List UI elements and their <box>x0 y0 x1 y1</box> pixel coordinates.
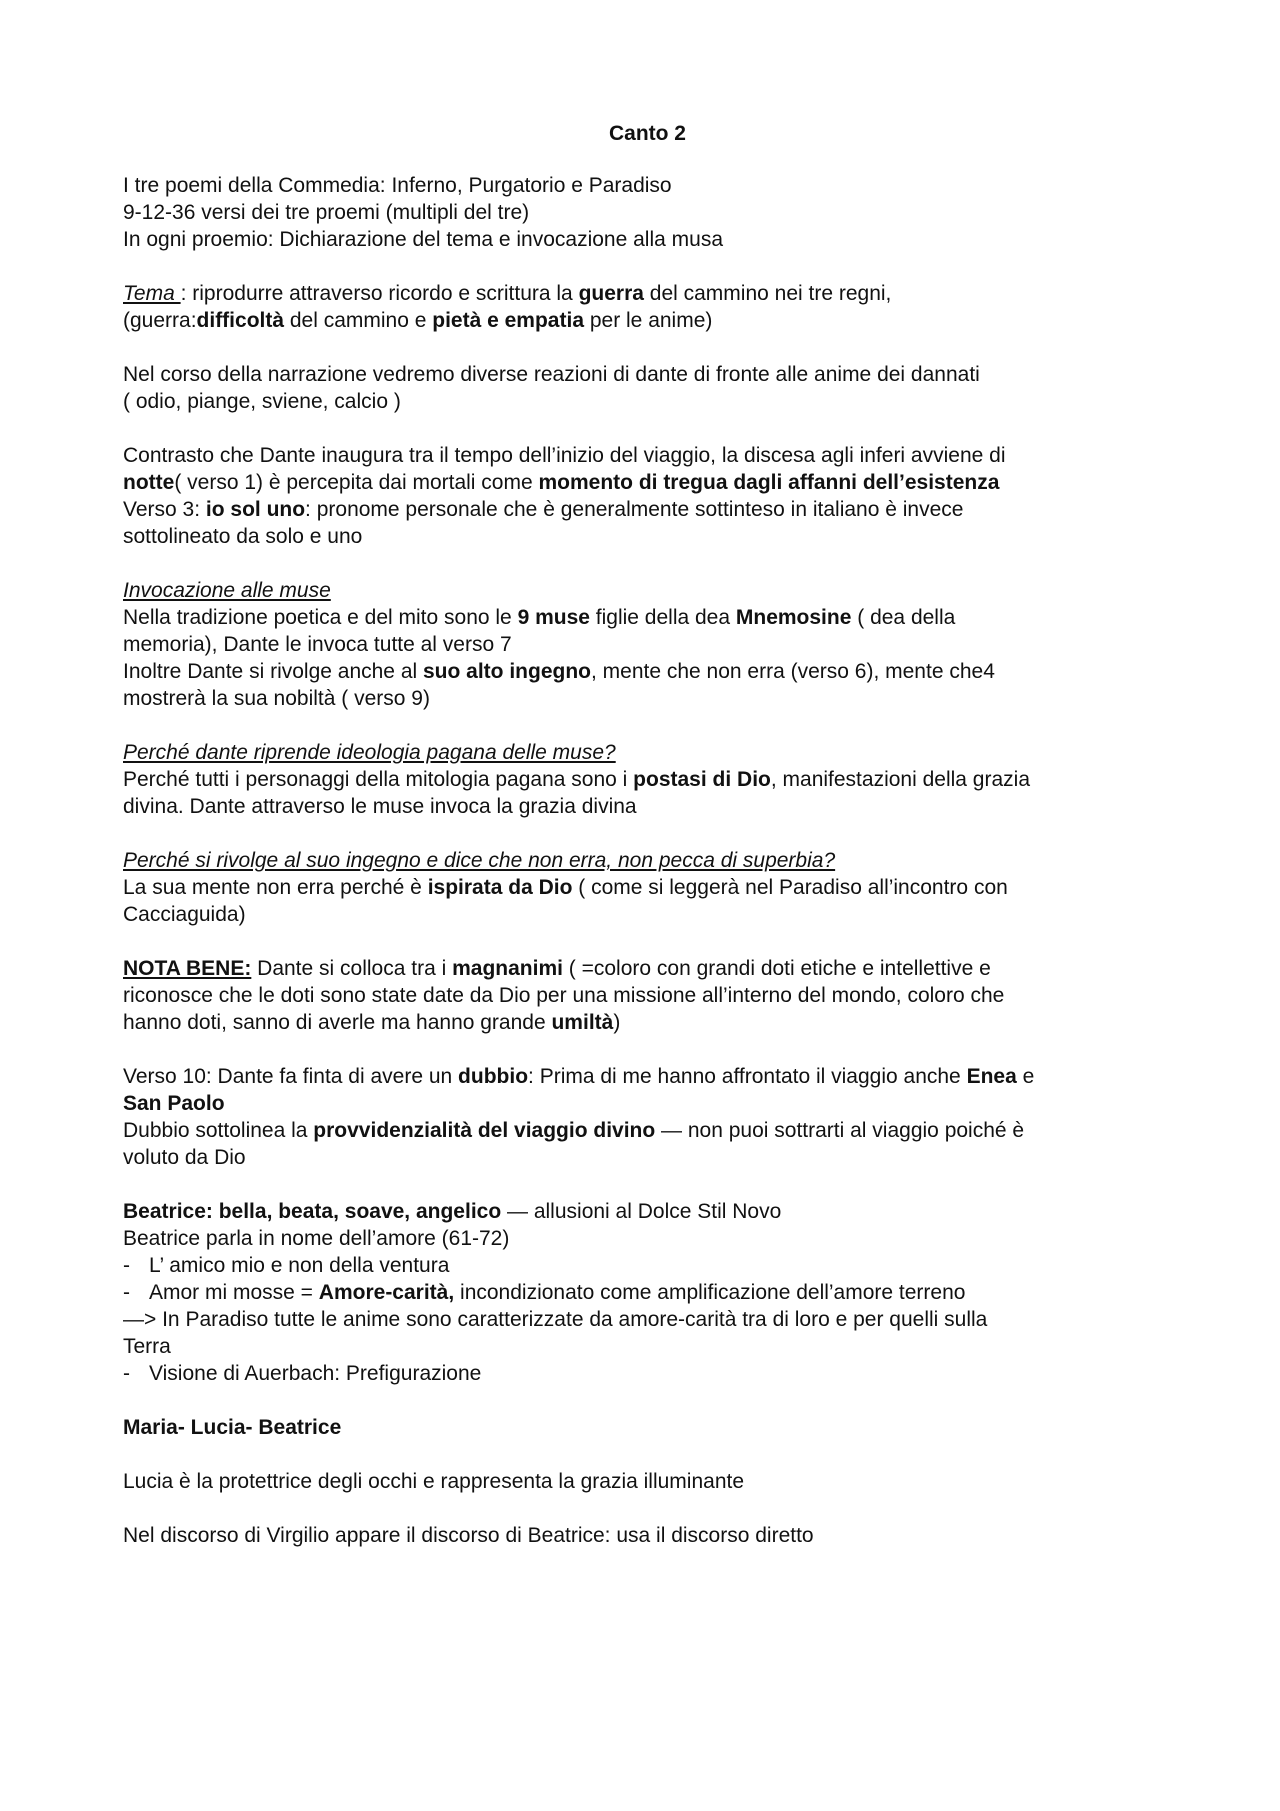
text: ) <box>613 1011 621 1034</box>
tema-paragraph <box>123 280 1172 334</box>
text: ( come si leggerà nel Paradiso all’incontro con <box>572 876 1008 899</box>
text-line: Cacciaguida) <box>123 903 246 926</box>
text: Perché tutti i personaggi della mitologia pagana sono i <box>123 768 634 791</box>
lucia-paragraph <box>123 1468 1172 1495</box>
intro-line: 9-12-36 versi dei tre proemi (multipli del tre) <box>123 201 530 224</box>
tema-line <box>123 307 1172 334</box>
text-line: divina. Dante attraverso le muse invoca la grazia divina <box>123 795 637 818</box>
bold-text: dubbio <box>458 1065 529 1088</box>
text-line <box>123 874 1172 901</box>
text: per le anime) <box>584 309 713 332</box>
text: del cammino nei tre regni, <box>643 282 892 305</box>
tema-line <box>123 280 1172 307</box>
bold-text: io sol uno <box>205 498 306 521</box>
text-line: Contrasto che Dante inaugura tra il tempo dell’inizio del viaggio, la discesa agli inferi avviene di <box>123 444 1006 467</box>
text: Verso 10: Dante fa finta di avere un <box>123 1065 459 1088</box>
text: e <box>1016 1065 1035 1088</box>
text: : riprodurre attraverso ricordo e scrittura la <box>180 282 579 305</box>
text-line <box>123 766 1172 793</box>
verso10-paragraph <box>123 1063 1172 1171</box>
text: Verso 3: <box>123 498 206 521</box>
text-line: memoria), Dante le invoca tutte al verso 7 <box>123 633 512 656</box>
bold-text: pietà e empatia <box>432 309 584 332</box>
text: : pronome personale che è generalmente sottinteso in italiano è invece <box>305 498 964 521</box>
bold-text: postasi di Dio <box>633 768 771 791</box>
text: Visione di Auerbach: Prefigurazione <box>149 1362 482 1385</box>
text: L’ amico mio e non della ventura <box>149 1254 450 1277</box>
bullet-dash: - <box>123 1254 130 1277</box>
text-line <box>123 1009 1172 1036</box>
text: Inoltre Dante si rivolge anche al <box>123 660 423 683</box>
text: Dubbio sottolinea la <box>123 1119 314 1142</box>
text: ( verso 1) è percepita dai mortali come <box>174 471 539 494</box>
text-line: Beatrice parla in nome dell’amore (61-72) <box>123 1227 510 1250</box>
text-line: Nel corso della narrazione vedremo diverse reazioni di dante di fronte alle anime dei dannati <box>123 363 980 386</box>
text-line <box>123 469 1172 496</box>
text: ( dea della <box>851 606 956 629</box>
section-heading: Perché si rivolge al suo ingegno e dice che non erra, non pecca di superbia? <box>123 849 836 872</box>
page-title: Canto 2 <box>608 122 686 145</box>
bold-text: guerra <box>578 282 644 305</box>
text-line <box>123 1117 1172 1144</box>
bold-text: Beatrice: bella, beata, soave, angelico <box>123 1200 502 1223</box>
text: La sua mente non erra perché è <box>123 876 428 899</box>
tema-label: Tema <box>123 282 181 305</box>
bold-text: umiltà <box>551 1011 614 1034</box>
bullet-dash: - <box>123 1281 130 1304</box>
list-item <box>123 1360 1172 1387</box>
text-line: Lucia è la protettrice degli occhi e rappresenta la grazia illuminante <box>123 1470 745 1493</box>
bold-heading: Maria- Lucia- Beatrice <box>123 1416 342 1439</box>
text: Nella tradizione poetica e del mito sono le <box>123 606 518 629</box>
text-line <box>123 1063 1172 1090</box>
bold-text: momento di tregua dagli affanni dell’esistenza <box>538 471 1000 494</box>
text-line: voluto da Dio <box>123 1146 246 1169</box>
text: , mente che non erra (verso 6), mente che4 <box>591 660 995 683</box>
beatrice-paragraph <box>123 1198 1172 1387</box>
contrasto-paragraph <box>123 442 1172 550</box>
bold-text: Mnemosine <box>735 606 852 629</box>
bold-text: suo alto ingegno <box>423 660 591 683</box>
text-line: Nel discorso di Virgilio appare il discorso di Beatrice: usa il discorso diretto <box>123 1524 814 1547</box>
bold-text: 9 muse <box>517 606 590 629</box>
text-line: —> In Paradiso tutte le anime sono caratterizzate da amore-carità tra di loro e per quelli sulla <box>123 1308 988 1331</box>
text-line: ( odio, piange, sviene, calcio ) <box>123 390 401 413</box>
list-item <box>123 1252 1172 1279</box>
text: hanno doti, sanno di averle ma hanno grande <box>123 1011 552 1034</box>
maria-lucia-beatrice-heading <box>123 1414 1172 1441</box>
bold-text: Amore-carità, <box>318 1281 455 1304</box>
text-line: Terra <box>123 1335 171 1358</box>
text-line: sottolineato da solo e uno <box>123 525 363 548</box>
text-line: riconosce che le doti sono state date da Dio per una missione all’interno del mondo, coloro che <box>123 984 1005 1007</box>
text: Amor mi mosse = <box>149 1281 319 1304</box>
text-line: mostrerà la sua nobiltà ( verso 9) <box>123 687 430 710</box>
text: Dante si colloca tra i <box>251 957 453 980</box>
text: : Prima di me hanno affrontato il viaggio anche <box>528 1065 967 1088</box>
bullet-dash: - <box>123 1362 130 1385</box>
text-line <box>123 604 1172 631</box>
text: , manifestazioni della grazia <box>770 768 1030 791</box>
text: — allusioni al Dolce Stil Novo <box>501 1200 782 1223</box>
bold-text: notte <box>123 471 175 494</box>
text: del cammino e <box>284 309 433 332</box>
text-line <box>123 658 1172 685</box>
section-heading: Perché dante riprende ideologia pagana delle muse? <box>123 741 616 764</box>
bold-text: ispirata da Dio <box>427 876 573 899</box>
text-line <box>123 1198 1172 1225</box>
text-line <box>123 1090 1172 1117</box>
intro-line: I tre poemi della Commedia: Inferno, Purgatorio e Paradiso <box>123 174 672 197</box>
perche-ingegno-paragraph <box>123 847 1172 928</box>
bold-text: provvidenzialità del viaggio divino <box>313 1119 656 1142</box>
perche-muse-paragraph <box>123 739 1172 820</box>
list-item <box>123 1279 1172 1306</box>
reazioni-paragraph <box>123 361 1172 415</box>
text: figlie della dea <box>589 606 736 629</box>
bold-text: San Paolo <box>123 1092 225 1115</box>
nota-bene-label: NOTA BENE: <box>123 957 252 980</box>
text: — non puoi sottrarti al viaggio poiché è <box>655 1119 1025 1142</box>
invocazione-paragraph <box>123 577 1172 712</box>
section-heading: Invocazione alle muse <box>123 579 331 602</box>
bold-text: magnanimi <box>452 957 563 980</box>
bold-text: difficoltà <box>196 309 285 332</box>
intro-paragraph <box>123 172 1172 253</box>
bold-text: Enea <box>966 1065 1017 1088</box>
intro-line: In ogni proemio: Dichiarazione del tema e invocazione alla musa <box>123 228 723 251</box>
text-line <box>123 496 1172 523</box>
text: (guerra: <box>123 309 197 332</box>
text: incondizionato come amplificazione dell’amore terreno <box>454 1281 966 1304</box>
virgilio-paragraph <box>123 1522 1172 1549</box>
text: ( =coloro con grandi doti etiche e intellettive e <box>562 957 991 980</box>
nota-bene-paragraph <box>123 955 1172 1036</box>
text-line <box>123 955 1172 982</box>
